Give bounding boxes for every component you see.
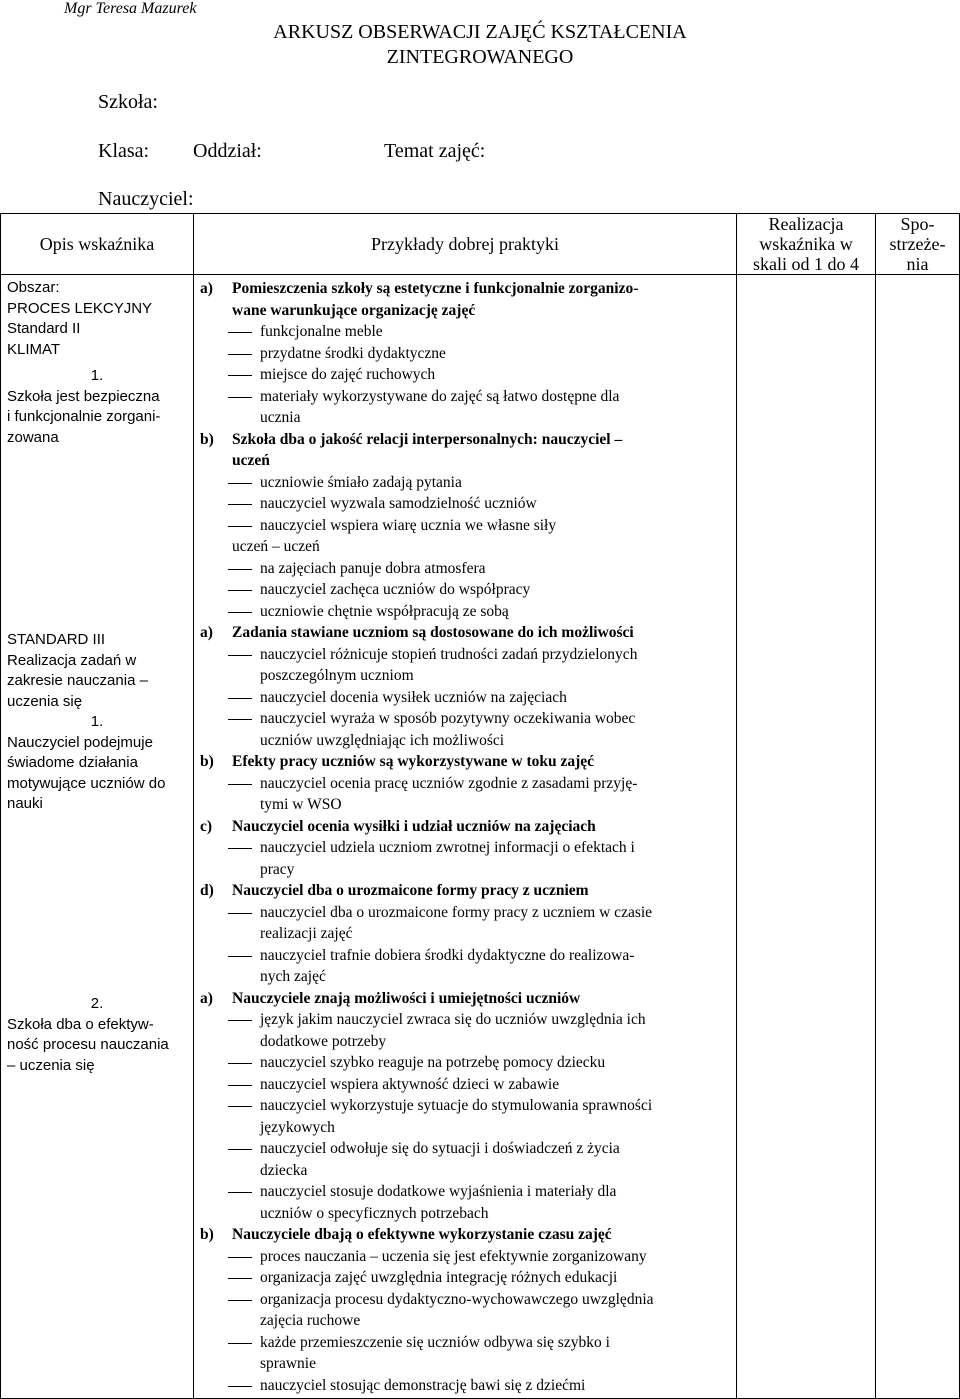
practice-letter: d) (200, 882, 214, 899)
practice-line: zajęcia ruchowe (260, 1312, 361, 1329)
header-observations-line-2: strzeże- (889, 234, 946, 254)
practice-item (198, 837, 732, 880)
practice-item (198, 1246, 732, 1268)
practice-line: przydatne środki dydaktyczne (260, 344, 446, 362)
indicator-text: Nauczyciel podejmuje (7, 733, 153, 751)
practice-item (198, 1332, 732, 1375)
class-label: Klasa: (98, 140, 150, 162)
practice-line: nauczyciel wspiera wiarę ucznia we własne siły (260, 516, 557, 534)
practice-line: każde przemieszczenie się uczniów odbywa się szybko i (260, 1333, 610, 1351)
practice-item (198, 579, 732, 601)
practice-line: nauczyciel zachęca uczniów do współpracy (260, 581, 531, 598)
topic-label: Temat zajęć: (384, 140, 486, 162)
practice-line: tymi w WSO (260, 796, 342, 813)
practice-letter: b) (200, 753, 214, 770)
indicator-text: – uczenia się (7, 1056, 95, 1074)
indicator-number: 1. (90, 713, 104, 730)
practice-line: pracy (260, 860, 295, 878)
practice-line: organizacja zajęć uwzględnia integrację różnych edukacji (260, 1269, 618, 1286)
document-title (200, 20, 760, 70)
practice-line: poszczególnym uczniom (260, 667, 414, 684)
practice-line: uczniów uwzględniając ich możliwości (260, 731, 505, 749)
practice-letter: a) (200, 624, 213, 641)
standard-iii-name: zakresie nauczania – (7, 672, 148, 689)
practice-item (198, 472, 732, 494)
standard-iii-name: uczenia się (7, 692, 83, 710)
practice-line: dodatkowe potrzeby (260, 1032, 387, 1050)
header-realization-line-1: Realizacja (768, 214, 844, 234)
practice-item (198, 515, 732, 537)
indicator-text: świadome działania (7, 754, 138, 771)
practice-heading (198, 429, 732, 472)
practice-line: nauczyciel szybko reaguje na potrzebę pomocy dziecku (260, 1054, 606, 1071)
practice-line: nauczyciel udziela uczniom zwrotnej informacji o efektach i (260, 839, 635, 856)
practice-line: Nauczyciele znają możliwości i umiejętności uczniów (232, 989, 581, 1007)
practice-line: nauczyciel różnicuje stopień trudności zadań przydzielonych (260, 645, 638, 663)
standard-iii-name: Realizacja zadań w (7, 651, 137, 669)
practice-item (198, 773, 732, 816)
header-realization-scale (737, 214, 876, 275)
standard-iii-label: STANDARD III (7, 631, 106, 648)
practice-item (198, 945, 732, 988)
practice-item (198, 1138, 732, 1181)
header-observations (876, 214, 960, 275)
practice-heading (198, 751, 732, 773)
practice-line: nauczyciel wykorzystuje sytuacje do stymulowania sprawności (260, 1097, 653, 1114)
practice-line: Nauczyciel ocenia wysiłki i udział uczniów na zajęciach (232, 817, 596, 835)
indicator-2-block (7, 994, 187, 1076)
practice-line: Nauczyciel dba o urozmaicone formy pracy z uczniem (232, 882, 589, 899)
standard-iii-block (7, 630, 187, 994)
standard-ii-name: KLIMAT (7, 340, 61, 358)
practice-line: język jakim nauczyciel zwraca się do uczniów uwzględnia ich (260, 1011, 646, 1028)
practice-line: materiały wykorzystywane do zajęć są łatwo dostępne dla (260, 387, 620, 405)
practice-line: uczniowie chętnie współpracują ze sobą (260, 602, 509, 620)
practice-subheading (198, 536, 732, 558)
table-body-row (1, 275, 960, 1399)
practice-item (198, 644, 732, 687)
indicator-text: Szkoła jest bezpieczna (7, 387, 160, 405)
practice-item (198, 687, 732, 709)
indicator-text: ność procesu nauczania (7, 1036, 169, 1053)
practice-line: językowych (260, 1118, 335, 1136)
practice-item (198, 364, 732, 386)
practice-line: Pomieszczenia szkoły są estetyczne i funkcjonalnie zorganizo- (232, 280, 639, 297)
practice-letter: a) (200, 280, 213, 297)
practice-line: uczeń – uczeń (232, 538, 320, 555)
practice-item (198, 493, 732, 515)
practice-line: nauczyciel wspiera aktywność dzieci w zabawie (260, 1075, 560, 1093)
practice-line: uczniа (260, 409, 301, 426)
teacher-label: Nauczyciel: (98, 188, 194, 210)
indicator-description-cell (1, 275, 194, 1399)
practice-item (198, 386, 732, 429)
practice-item (198, 1095, 732, 1138)
practice-line: uczniów o specyficznych potrzebach (260, 1204, 489, 1222)
practice-item (198, 343, 732, 365)
indicator-text: motywujące uczniów do (7, 774, 166, 792)
header-good-practice-examples: Przykłady dobrej praktyki (194, 214, 737, 275)
practice-line: realizacji zajęć (260, 925, 353, 942)
practice-item (198, 1074, 732, 1096)
indicator-text: zowana (7, 428, 59, 446)
practice-item (198, 902, 732, 945)
practice-letter: b) (200, 1226, 214, 1243)
header-indicator-description: Opis wskaźnika (1, 214, 194, 275)
practice-letter: a) (200, 989, 213, 1007)
practice-heading (198, 1224, 732, 1246)
practice-item (198, 1267, 732, 1289)
practice-heading (198, 622, 732, 644)
practice-line: nauczyciel wyzwala samodzielność uczniów (260, 495, 537, 512)
practice-line: nauczyciel stosuje dodatkowe wyjaśnienia i materiały dla (260, 1183, 617, 1200)
practice-line: nauczyciel stosując demonstrację bawi się z dziećmi (260, 1376, 586, 1394)
practice-line: nauczyciel odwołuje się do sytuacji i doświadczeń z życia (260, 1140, 620, 1157)
practice-letter: b) (200, 430, 214, 448)
practice-item (198, 321, 732, 343)
practice-line: nauczyciel wyraża w sposób pozytywny oczekiwania wobec (260, 710, 636, 727)
indicator-text: i funkcjonalnie zorgani- (7, 408, 161, 425)
practice-line: uczniowie śmiało zadają pytania (260, 473, 462, 491)
title-line-2: ZINTEGROWANEGO (386, 46, 574, 68)
practice-line: nauczyciel trafnie dobiera środki dydaktyczne do realizowa- (260, 946, 635, 964)
practice-heading (198, 816, 732, 838)
practice-line: na zajęciach panuje dobra atmosfera (260, 559, 486, 577)
practice-line: miejsce do zajęć ruchowych (260, 366, 436, 383)
good-practice-cell (194, 275, 737, 1399)
header-realization-line-2: wskaźnika w (759, 234, 853, 254)
observation-table (0, 213, 960, 1399)
school-label: Szkoła: (98, 91, 158, 113)
practice-item (198, 1181, 732, 1224)
indicator-text: nauki (7, 795, 43, 812)
practice-heading (198, 880, 732, 902)
practice-line: funkcjonalne meble (260, 323, 383, 340)
practice-line: organizacja procesu dydaktyczno-wychowawczego uwzględnia (260, 1290, 654, 1308)
practice-line: dziecka (260, 1161, 308, 1179)
area-label: Obszar: (7, 279, 60, 296)
practice-line: nych zajęć (260, 968, 326, 985)
practice-item (198, 558, 732, 580)
practice-line: Zadania stawiane uczniom są dostosowane do ich możliwości (232, 624, 634, 641)
header-observations-line-3: nia (906, 254, 929, 274)
observations-cell (876, 275, 960, 1399)
practice-heading (198, 278, 732, 321)
practice-item (198, 1375, 732, 1397)
practice-line: nauczyciel docenia wysiłek uczniów na zajęciach (260, 688, 567, 706)
practice-line: Nauczyciele dbają o efektywne wykorzystanie czasu zajęć (232, 1226, 612, 1243)
practice-item (198, 601, 732, 623)
standard-ii-label: Standard II (7, 320, 81, 337)
header-realization-line-3: skali od 1 do 4 (753, 254, 859, 274)
practice-line: Szkoła dba o jakość relacji interpersonalnych: nauczyciel – (232, 430, 623, 448)
practice-item (198, 708, 732, 751)
area-name: PROCES LEKCYJNY (7, 299, 153, 317)
division-label: Oddział: (193, 140, 262, 162)
practice-item (198, 1289, 732, 1332)
practice-line: sprawnie (260, 1355, 316, 1372)
practice-line: nauczyciel dba o urozmaicone formy pracy z uczniem w czasie (260, 903, 653, 921)
practice-line: nauczyciel ocenia pracę uczniów zgodnie z zasadami przyję- (260, 774, 638, 792)
practice-heading (198, 988, 732, 1010)
practice-line: wane warunkujące organizację zajęć (232, 301, 476, 319)
indicator-number: 1. (90, 367, 104, 384)
practice-letter: c) (200, 817, 213, 835)
table-header-row (1, 214, 960, 275)
practice-line: uczeń (232, 452, 270, 469)
indicator-number: 2. (90, 995, 104, 1012)
title-line-1: ARKUSZ OBSERWACJI ZAJĘĆ KSZTAŁCENIA (273, 21, 687, 43)
practice-line: proces nauczania – uczenia się jest efektywnie zorganizowany (260, 1247, 647, 1265)
author-name: Mgr Teresa Mazurek (64, 0, 197, 17)
header-observations-line-1: Spo- (900, 214, 935, 234)
practice-item (198, 1052, 732, 1074)
realization-score-cell (737, 275, 876, 1399)
standard-ii-block (7, 278, 187, 630)
practice-line: Efekty pracy uczniów są wykorzystywane w toku zajęć (232, 753, 595, 770)
practice-item (198, 1009, 732, 1052)
indicator-text: Szkoła dba o efektyw- (7, 1015, 154, 1033)
